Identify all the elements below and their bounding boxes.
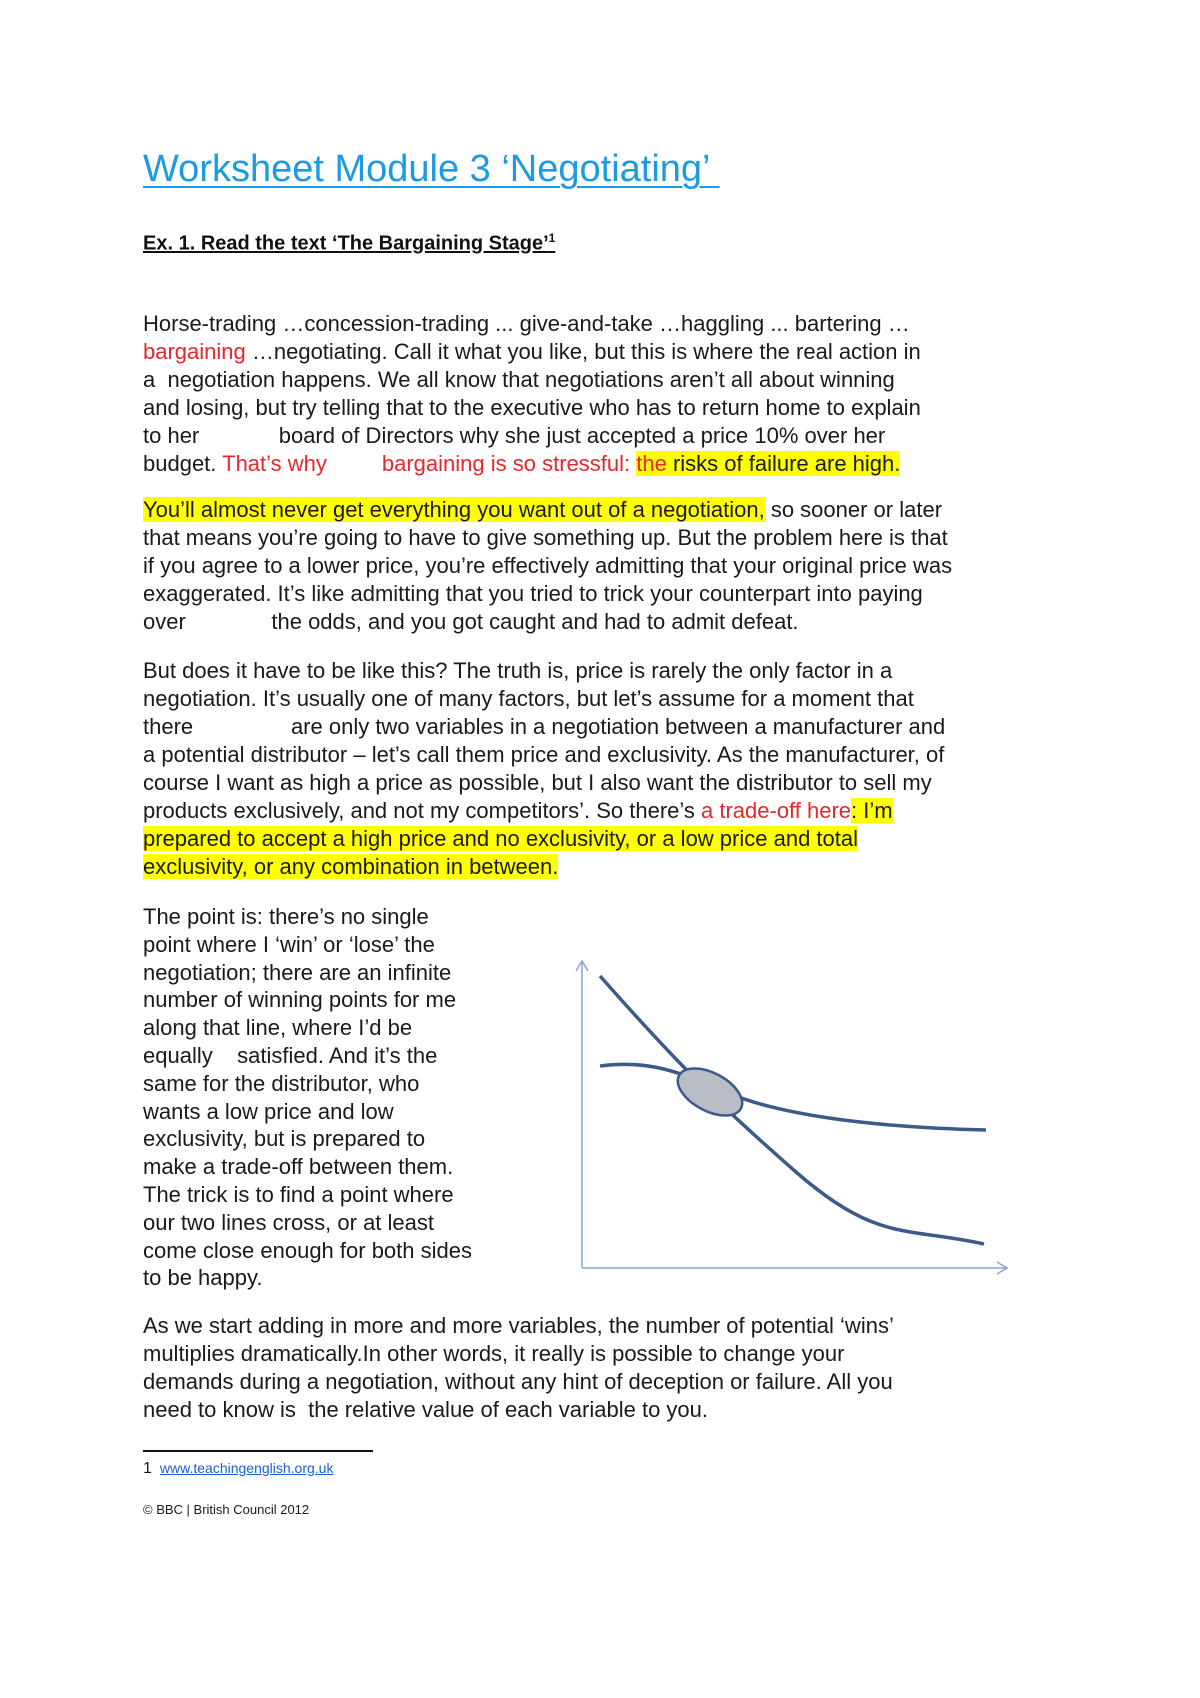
p1-line-5: to her board of Directors why she just accepted a price 10% over her <box>143 423 886 448</box>
stressful-phrase: That’s why bargaining is so stressful: <box>222 451 637 476</box>
p4-line: make a trade-off between them. <box>143 1154 454 1180</box>
paragraph-3 <box>143 657 1043 881</box>
page-title: Worksheet Module 3 ‘Negotiating’ <box>143 148 720 190</box>
agreement-zone <box>670 1059 750 1125</box>
prepared-highlight: prepared to accept a high price and no exclusivity, or a low price and total <box>143 826 858 851</box>
p2-line-3: if you agree to a lower price, you’re effectively admitting that your original price was <box>143 553 953 578</box>
im-highlight: : I’m <box>851 798 893 823</box>
p3-line-6-start: products exclusively, and not my competitors’. So there’s <box>143 798 701 823</box>
p2-line-1-rest: so sooner or later <box>764 497 943 522</box>
p3-line-6 <box>143 797 1043 825</box>
p4-line: The trick is to find a point where <box>143 1181 454 1207</box>
footnote-number: 1 <box>143 1460 152 1477</box>
p5-line-3: demands during a negotiation, without any hint of deception or failure. All you <box>143 1369 893 1394</box>
paragraph-2 <box>143 496 1043 636</box>
p1-line-6 <box>143 450 1043 478</box>
p3-line-1: But does it have to be like this? The truth is, price is rarely the only factor in a <box>143 658 893 683</box>
p4-line: exclusivity, but is prepared to <box>143 1126 426 1152</box>
never-get-everything-highlight: You’ll almost never get everything you want out of a negotiation, <box>143 497 765 522</box>
exercise-heading <box>143 231 555 256</box>
p5-line-4: need to know is the relative value of each variable to you. <box>143 1397 709 1422</box>
p4-line: equally satisfied. And it’s the <box>143 1042 438 1068</box>
trade-off-phrase: a trade-off here <box>701 798 852 823</box>
p2-line-2: that means you’re going to have to give something up. But the problem here is that <box>143 525 948 550</box>
footnote <box>143 1460 333 1478</box>
p2-line-1 <box>143 496 1043 524</box>
distributor-curve <box>600 1064 986 1130</box>
p3-line-7 <box>143 825 1043 853</box>
p4-line: The point is: there’s no single <box>143 904 429 929</box>
p5-line-1: As we start adding in more and more variables, the number of potential ‘wins’ <box>143 1313 894 1338</box>
p5-line-2: multiplies dramatically.In other words, it really is possible to change your <box>143 1341 845 1366</box>
paragraph-1 <box>143 310 1043 478</box>
p4-line: same for the distributor, who <box>143 1070 420 1096</box>
the-word-highlight: the <box>636 451 667 476</box>
p3-line-3: there are only two variables in a negotiation between a manufacturer and <box>143 714 946 739</box>
copyright-notice: © BBC | British Council 2012 <box>143 1502 310 1517</box>
p1-line-6-start: budget. <box>143 451 223 476</box>
trade-off-diagram <box>566 952 1016 1282</box>
footnote-ref: 1 <box>548 231 556 245</box>
bargaining-word: bargaining <box>143 339 246 364</box>
p4-line: come close enough for both sides <box>143 1237 472 1263</box>
footnote-link[interactable]: www.teachingenglish.org.uk <box>159 1460 334 1476</box>
p3-line-2: negotiation. It’s usually one of many factors, but let’s assume for a moment that <box>143 686 914 711</box>
p3-line-4: a potential distributor – let’s call them price and exclusivity. As the manufacturer, of <box>143 742 945 767</box>
p4-line: our two lines cross, or at least <box>143 1209 435 1235</box>
p4-line: point where I ‘win’ or ‘lose’ the <box>143 931 435 957</box>
exclusivity-highlight: exclusivity, or any combination in between. <box>143 854 559 879</box>
p1-line-1: Horse-trading …concession-trading ... give-and-take …haggling ... bartering … <box>143 311 910 336</box>
p1-line-2-rest: …negotiating. Call it what you like, but this is where the real action in <box>245 339 921 364</box>
p4-line: wants a low price and low <box>143 1098 394 1124</box>
p4-line: number of winning points for me <box>143 987 457 1013</box>
p4-line: to be happy. <box>143 1265 263 1291</box>
p1-line-3: a negotiation happens. We all know that negotiations aren’t all about winning <box>143 367 895 392</box>
p1-line-4: and losing, but try telling that to the executive who has to return home to explain <box>143 395 921 420</box>
footnote-divider <box>143 1450 373 1452</box>
p2-line-5: over the odds, and you got caught and had to admit defeat. <box>143 609 799 634</box>
p4-line: negotiation; there are an infinite <box>143 959 452 985</box>
p3-line-5: course I want as high a price as possible, but I also want the distributor to sell my <box>143 770 932 795</box>
paragraph-4 <box>143 903 513 1292</box>
exercise-heading-text: Ex. 1. Read the text ‘The Bargaining Stage’ <box>143 232 549 255</box>
p2-line-4: exaggerated. It’s like admitting that you tried to trick your counterpart into paying <box>143 581 923 606</box>
p4-line: along that line, where I’d be <box>143 1015 413 1041</box>
p1-line-2 <box>143 338 1043 366</box>
paragraph-5 <box>143 1312 1043 1424</box>
risks-phrase-highlight: risks of failure are high. <box>666 451 901 476</box>
p3-line-8 <box>143 853 1043 881</box>
